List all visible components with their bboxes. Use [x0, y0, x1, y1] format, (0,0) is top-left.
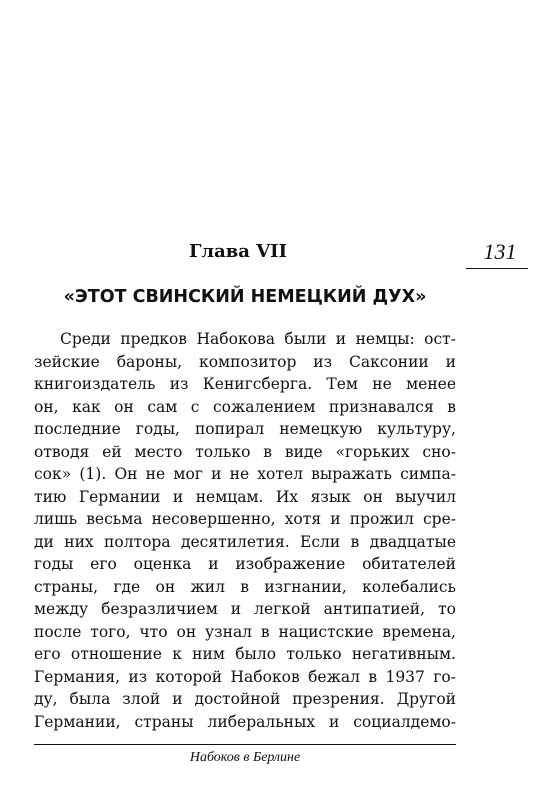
text-line: годы его оценка и изображение обитателей [34, 555, 456, 573]
running-footer: Набоков в Берлине [189, 750, 301, 765]
text-line: сок» (1). Он не мог и не хотел выражать симпа- [34, 465, 456, 483]
text-line: последние годы, попирал немецкую культуру, [34, 420, 456, 438]
footer-rule [34, 744, 456, 745]
text-line: между безразличием и легкой антипатией, то [34, 600, 456, 618]
text-line: после того, что он узнал в нацистские времена, [34, 622, 456, 641]
page-number-underline [466, 268, 528, 269]
text-line: книгоиздатель из Кенигсберга. Тем не менее [34, 375, 456, 393]
page-number: 131 [483, 239, 517, 264]
text-line: ду, была злой и достойной презрения. Другой [34, 690, 456, 708]
text-line: ди них полтора десятилетия. Если в двадцатые [34, 532, 456, 551]
text-line: страны, где он жил в изгнании, колебались [34, 577, 456, 596]
text-line: Германии, страны либеральных и социалдемо- [34, 712, 456, 731]
chapter-heading: Глава VII [188, 241, 288, 262]
text-line: Среди предков Набокова были и немцы: ост- [60, 330, 456, 348]
text-line: тию Германии и немцам. Их язык он выучил [34, 487, 456, 506]
text-line: он, как он сам с сожалением признавался в [34, 397, 456, 416]
text-line: отводя ей место только в виде «горьких сно- [34, 442, 456, 461]
chapter-title: «ЭТОТ СВИНСКИЙ НЕМЕЦКИЙ ДУХ» [63, 287, 427, 307]
text-line: Германия, из которой Набоков бежал в 1937 го- [34, 667, 456, 686]
text-line: его отношение к ним было только негативным. [34, 645, 456, 663]
text-line: лишь весьма несовершенно, хотя и прожил сре- [34, 510, 456, 528]
text-line: зейские бароны, композитор из Саксонии и [34, 352, 456, 371]
body-paragraph [34, 328, 456, 733]
